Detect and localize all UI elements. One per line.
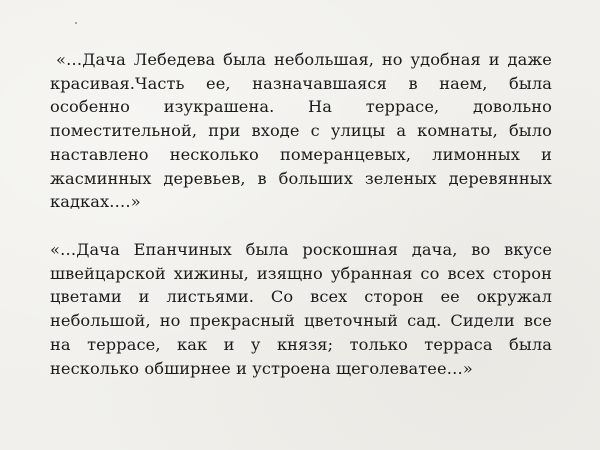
quote-paragraph-lebedev: «…Дача Лебедева была небольшая, но удобная и даже красивая.Часть ее, назначавшаяся в наем, была особенно изукрашена. На террасе, довольно поместительной, при входе с улицы а комнаты, было наставлено несколько померанцевых, лимонных и жасминных деревьев, в больших зеленых деревянных кадках.…» (50, 50, 552, 212)
quote-paragraph-epanchin: «…Дача Епанчиных была роскошная дача, во вкусе швейцарской хижины, изящно убранная со всех сторон цветами и листьями. Со всех сторон ее окружал небольшой, но прекрасный цветочный сад. Сидели все на террасе, как и у князя; только терраса была несколько обширнее и устроена щеголеватее…» (50, 240, 552, 378)
paper-speck (75, 22, 77, 24)
